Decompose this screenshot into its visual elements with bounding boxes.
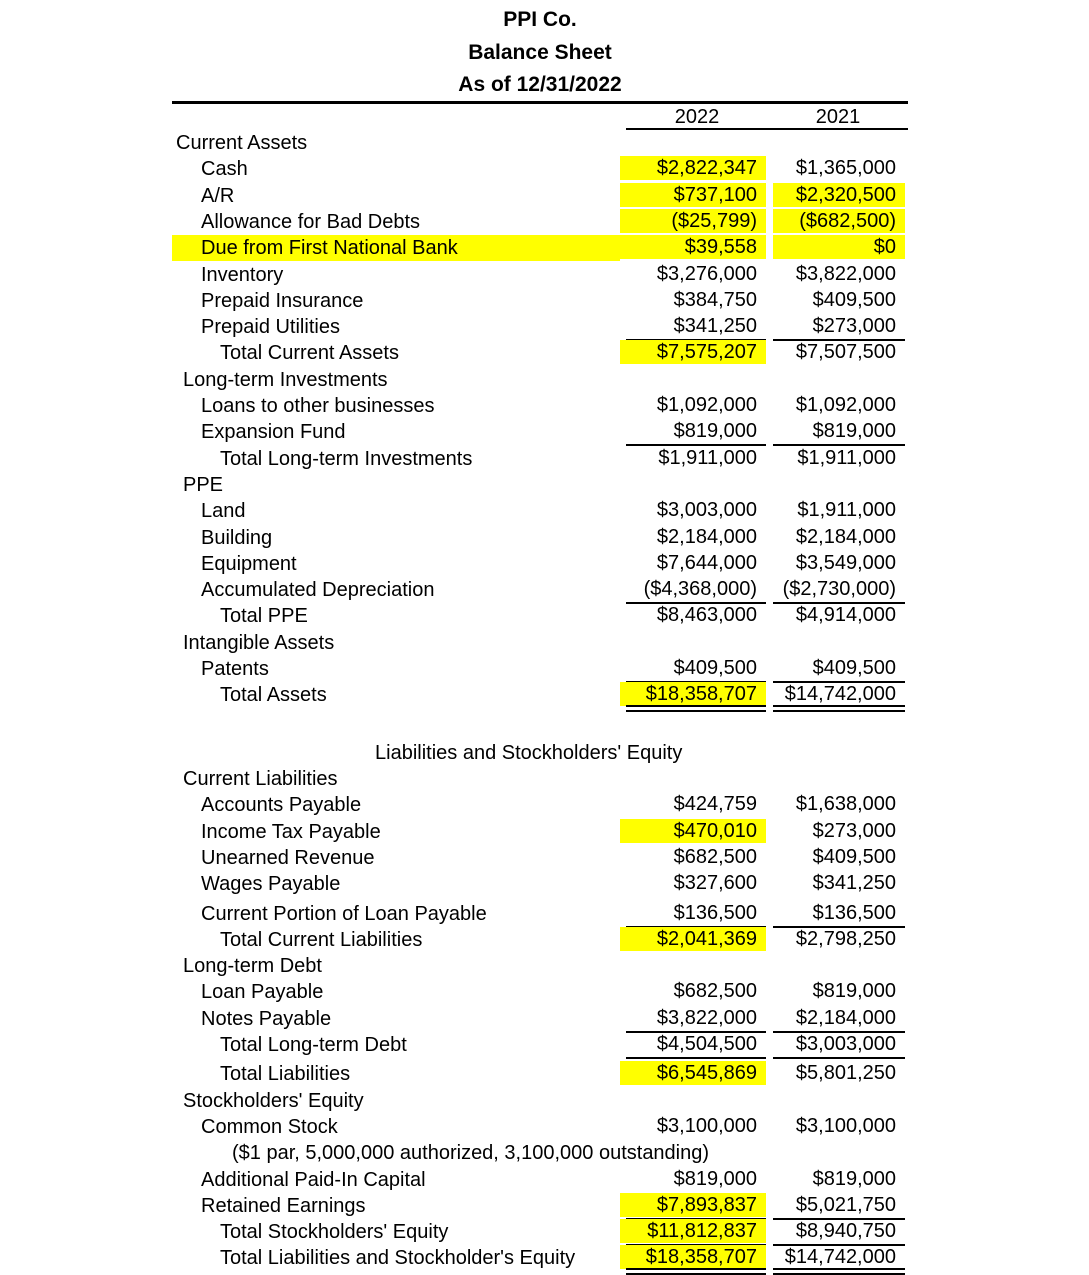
value-2021: $409,500 bbox=[773, 656, 905, 680]
value-2021: ($682,500) bbox=[773, 209, 905, 233]
table-row bbox=[0, 340, 1089, 366]
value-2021: $341,250 bbox=[812, 872, 896, 895]
note-row bbox=[0, 1140, 1089, 1166]
value-2021: $7,507,500 bbox=[795, 341, 896, 364]
value-2022: $2,184,000 bbox=[656, 525, 757, 548]
row-label: Total Assets bbox=[220, 684, 327, 707]
table-row bbox=[0, 1193, 1089, 1219]
statement-date: As of 12/31/2022 bbox=[458, 73, 622, 96]
row-label: Prepaid Insurance bbox=[201, 289, 364, 312]
table-row bbox=[0, 288, 1089, 314]
value-2022: $3,100,000 bbox=[656, 1114, 757, 1137]
row-label: Cash bbox=[201, 158, 248, 181]
value-2022: $7,644,000 bbox=[656, 551, 757, 574]
row-label: Due from First National Bank bbox=[172, 235, 620, 261]
table-row bbox=[0, 446, 1089, 472]
table-row bbox=[0, 682, 1089, 708]
value-2022: $327,600 bbox=[673, 872, 757, 895]
value-2022: $424,759 bbox=[673, 793, 757, 816]
row-label: Accumulated Depreciation bbox=[201, 579, 435, 602]
value-2021: $409,500 bbox=[812, 288, 896, 311]
row-label: Current Liabilities bbox=[183, 768, 338, 790]
table-row bbox=[0, 262, 1089, 288]
row-label: Loans to other businesses bbox=[201, 395, 435, 417]
row-label: Common Stock bbox=[201, 1115, 338, 1138]
value-2022: $39,558 bbox=[620, 235, 766, 259]
row-label: PPE bbox=[183, 473, 224, 496]
value-2021: $819,000 bbox=[812, 1167, 896, 1190]
table-row bbox=[0, 845, 1089, 871]
value-2022: $7,575,207 bbox=[620, 340, 766, 364]
value-2022: $341,250 bbox=[620, 314, 766, 338]
row-label: Prepaid Utilities bbox=[201, 316, 340, 339]
table-row bbox=[0, 1006, 1089, 1032]
value-2021: $5,801,250 bbox=[795, 1062, 896, 1085]
table-row bbox=[0, 498, 1089, 524]
value-2021: ($2,730,000) bbox=[773, 577, 905, 601]
row-label: Unearned Revenue bbox=[201, 846, 375, 869]
table-row bbox=[0, 901, 1089, 927]
table-row bbox=[0, 314, 1089, 340]
value-2022: $409,500 bbox=[620, 656, 766, 680]
liabilities-equity-title: Liabilities and Stockholders' Equity bbox=[375, 742, 683, 764]
statement-title: Balance Sheet bbox=[468, 41, 612, 64]
value-2021: $819,000 bbox=[773, 419, 905, 443]
value-2022: $18,358,707 bbox=[620, 682, 766, 706]
value-2022: $18,358,707 bbox=[620, 1245, 766, 1269]
value-2022: $3,276,000 bbox=[656, 262, 757, 285]
table-row bbox=[0, 819, 1089, 845]
value-2021: $2,184,000 bbox=[795, 525, 896, 548]
value-2021: $2,184,000 bbox=[773, 1006, 905, 1030]
value-2022: $1,092,000 bbox=[656, 394, 757, 416]
table-row bbox=[0, 603, 1089, 629]
row-label: Income Tax Payable bbox=[201, 820, 381, 843]
value-2021: $136,500 bbox=[773, 901, 905, 925]
table-row bbox=[0, 525, 1089, 551]
row-label: Current Portion of Loan Payable bbox=[201, 902, 487, 925]
row-label: Stockholders' Equity bbox=[183, 1089, 364, 1112]
value-2022: $6,545,869 bbox=[620, 1061, 766, 1085]
value-2021: $1,911,000 bbox=[797, 499, 896, 522]
table-row bbox=[0, 551, 1089, 577]
row-label: Total Long-term Debt bbox=[220, 1034, 407, 1056]
table-row bbox=[0, 979, 1089, 1005]
value-2021: $2,320,500 bbox=[773, 183, 905, 207]
value-2022: $682,500 bbox=[673, 845, 757, 868]
header-rule bbox=[172, 101, 908, 104]
value-2022: ($4,368,000) bbox=[620, 577, 766, 601]
value-2021: $4,914,000 bbox=[795, 604, 896, 627]
row-label: Patents bbox=[201, 658, 269, 680]
row-label: Retained Earnings bbox=[201, 1194, 366, 1217]
value-2022: $8,463,000 bbox=[656, 604, 757, 627]
row-label: Intangible Assets bbox=[183, 631, 335, 654]
value-2022: $7,893,837 bbox=[620, 1193, 766, 1217]
table-row bbox=[0, 1088, 1089, 1114]
value-2022: $384,750 bbox=[673, 288, 757, 311]
row-label: A/R bbox=[201, 184, 235, 207]
value-2022: $2,041,369 bbox=[620, 927, 766, 951]
row-label: Total Current Assets bbox=[220, 342, 399, 365]
value-2021: $0 bbox=[773, 235, 905, 259]
row-label: Current Assets bbox=[176, 132, 308, 154]
table-row bbox=[0, 1114, 1089, 1140]
row-label: Equipment bbox=[201, 552, 297, 575]
value-2021: $2,798,250 bbox=[795, 927, 896, 950]
value-2021: $273,000 bbox=[812, 819, 896, 842]
value-2021: $819,000 bbox=[812, 980, 896, 1003]
note-text: ($1 par, 5,000,000 authorized, 3,100,000 outstanding) bbox=[232, 1142, 710, 1165]
value-2022: $1,911,000 bbox=[658, 446, 757, 469]
table-row bbox=[0, 209, 1089, 235]
row-label: Expansion Fund bbox=[201, 421, 346, 444]
row-label: Total Liabilities bbox=[220, 1063, 351, 1086]
table-row bbox=[0, 1061, 1089, 1087]
value-2022: $819,000 bbox=[673, 1167, 757, 1190]
value-2022: $11,812,837 bbox=[620, 1219, 766, 1243]
table-row bbox=[0, 183, 1089, 209]
value-2022: $136,500 bbox=[620, 901, 766, 925]
row-label: Loan Payable bbox=[201, 981, 324, 1004]
column-header-2021: 2021 bbox=[815, 106, 861, 128]
row-label: Long-term Investments bbox=[183, 368, 388, 391]
table-row bbox=[0, 367, 1089, 393]
table-row bbox=[0, 656, 1089, 682]
table-row bbox=[0, 419, 1089, 445]
value-2022: $737,100 bbox=[620, 183, 766, 207]
value-2022: $3,822,000 bbox=[620, 1006, 766, 1030]
value-2021: $3,003,000 bbox=[773, 1032, 905, 1056]
table-row bbox=[0, 156, 1089, 182]
table-row bbox=[0, 1219, 1089, 1245]
row-label: Building bbox=[201, 526, 273, 549]
value-2021: $1,365,000 bbox=[795, 157, 896, 180]
company-name: PPI Co. bbox=[503, 8, 577, 31]
row-label: Additional Paid-In Capital bbox=[201, 1168, 426, 1191]
value-2022: $819,000 bbox=[620, 419, 766, 443]
row-label: Total Long-term Investments bbox=[220, 447, 473, 470]
value-2022: $470,010 bbox=[620, 819, 766, 843]
value-2021: $8,940,750 bbox=[773, 1219, 905, 1243]
value-2022: $2,822,347 bbox=[620, 156, 766, 180]
table-row bbox=[0, 630, 1089, 656]
value-2021: $5,021,750 bbox=[773, 1193, 905, 1217]
value-2021: $14,742,000 bbox=[773, 1245, 905, 1269]
table-row bbox=[0, 472, 1089, 498]
row-label: Allowance for Bad Debts bbox=[201, 210, 421, 233]
value-2021: $3,549,000 bbox=[795, 551, 896, 574]
table-row bbox=[0, 1167, 1089, 1193]
table-row bbox=[0, 577, 1089, 603]
value-2021: $1,911,000 bbox=[797, 446, 896, 469]
table-row bbox=[0, 393, 1089, 419]
row-label: Total Liabilities and Stockholder's Equity bbox=[220, 1247, 576, 1270]
row-label: Wages Payable bbox=[201, 873, 341, 896]
table-row bbox=[0, 1245, 1089, 1271]
value-2021: $3,822,000 bbox=[795, 262, 896, 285]
row-label: Notes Payable bbox=[201, 1007, 332, 1030]
table-row bbox=[0, 953, 1089, 979]
row-label: Inventory bbox=[201, 263, 284, 286]
row-label: Accounts Payable bbox=[201, 794, 362, 817]
value-2021: $273,000 bbox=[773, 314, 905, 338]
column-header-2022: 2022 bbox=[674, 106, 720, 128]
value-2021: $409,500 bbox=[812, 845, 896, 868]
table-row bbox=[0, 792, 1089, 818]
table-row bbox=[0, 927, 1089, 953]
table-row bbox=[0, 871, 1089, 897]
value-2021: $1,092,000 bbox=[795, 394, 896, 416]
row-label: Long-term Debt bbox=[183, 955, 322, 978]
table-row bbox=[0, 1032, 1089, 1058]
value-2022: $3,003,000 bbox=[656, 499, 757, 522]
value-2022: $4,504,500 bbox=[620, 1032, 766, 1056]
table-row bbox=[0, 235, 1089, 261]
row-label: Total Current Liabilities bbox=[220, 928, 423, 951]
row-label: Land bbox=[201, 500, 246, 523]
value-2021: $3,100,000 bbox=[795, 1114, 896, 1137]
value-2022: $682,500 bbox=[673, 980, 757, 1003]
value-2021: $14,742,000 bbox=[773, 682, 905, 706]
value-2021: $1,638,000 bbox=[795, 793, 896, 816]
row-label: Total PPE bbox=[220, 605, 308, 628]
table-row bbox=[0, 766, 1089, 792]
table-row bbox=[0, 130, 1089, 156]
value-2022: ($25,799) bbox=[620, 209, 766, 233]
row-label: Total Stockholders' Equity bbox=[220, 1221, 449, 1244]
